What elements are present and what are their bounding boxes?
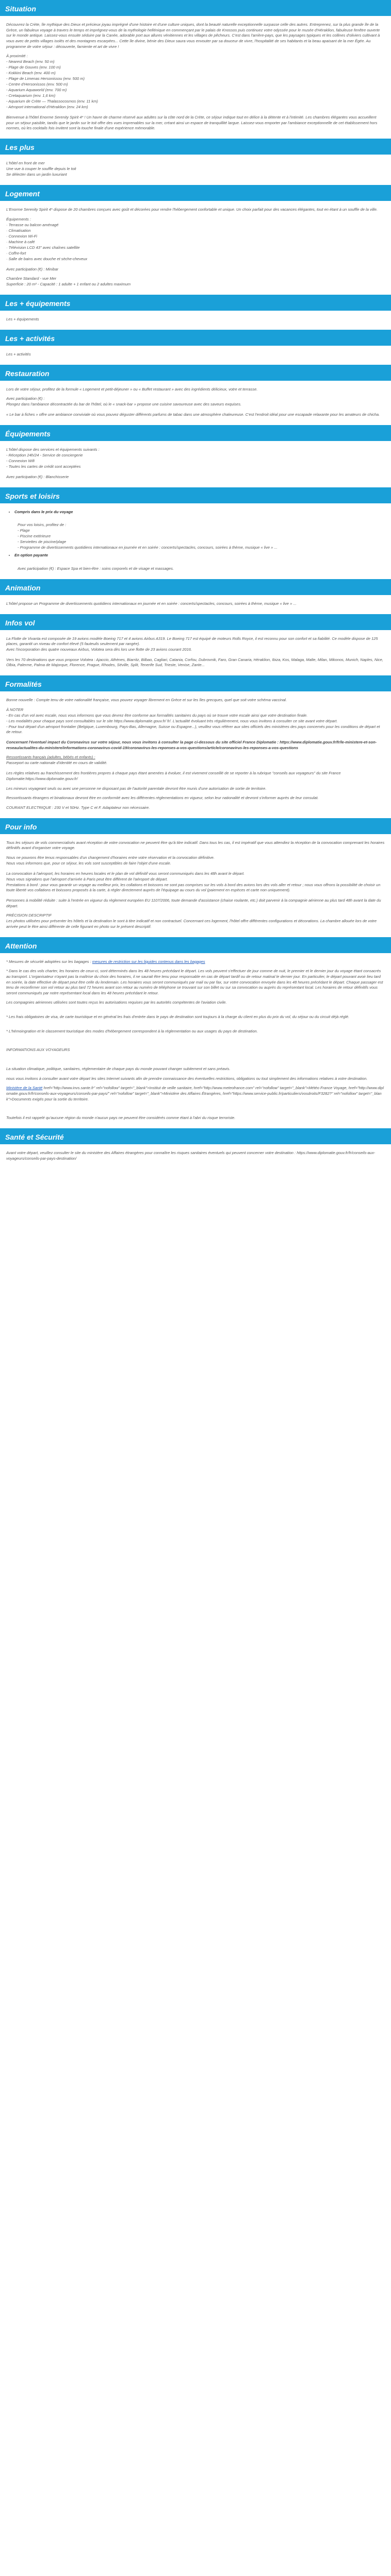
list-item: - Plage de Limenas Hersonissou (env. 500 m) bbox=[6, 76, 85, 81]
section-header-infos-vol bbox=[0, 614, 391, 630]
pour-info-p3: Nous vous informons que, pour ce séjour, les vols sont susceptibles de faire l'objet d'une escale. bbox=[6, 860, 171, 866]
info-header: INFORMATIONS AUX VOYAGEURS bbox=[6, 1047, 70, 1053]
list-item: - Aéroport international d'Héraklion (env. 24 km) bbox=[6, 105, 88, 110]
desc-header: PRÉCISION DESCRIPTIF bbox=[6, 913, 52, 918]
sports-optional-text: Avec participation (€) : Espace Spa et bien-être : soins corporels et de visage et massages. bbox=[18, 566, 174, 571]
animation-section bbox=[0, 601, 391, 607]
equipements-plus-text: Les + équipements bbox=[6, 317, 39, 322]
formalites-note: - Pour tout départ d'un aéroport frontalier (Belgique, Luxembourg, Pays-Bas, Allemagne, Suisse ou Espagne...), veuillez vous référer aux sites officiels des ministères des pays concernés pour les conditions de départ et de retour. bbox=[6, 724, 380, 735]
list-item: · Télévision LCD 43'' avec chaînes satellite bbox=[6, 245, 80, 250]
list-item: · Coffre-fort bbox=[6, 250, 26, 256]
sports-included-heading: Compris dans le prix du voyage bbox=[14, 509, 73, 514]
activites-plus-text: Les + activités bbox=[6, 352, 31, 357]
formalites-covid: Concernant l'éventuel impact du Coronavirus sur votre séjour, nous vous invitons à consulter la page ci-dessous du site officiel France Diplomatie : https://www.diplomatie.gouv.fr/fr/le-ministere-et-son-reseau/actualites-du-ministere/informations-coronavirus-covid-19/coronavirus-les-reponses-a-vos-questions/article/coronavirus-les-reponses-a-vos-questions bbox=[6, 740, 377, 750]
attention-outro: Toutefois il est rappelé qu'aucune région du monde n'aucun pays ne peuvent être considérés comme étant à l'abri du risque terroriste. bbox=[6, 1115, 236, 1121]
section-header-sports bbox=[0, 487, 391, 503]
infos-vol-p2: Vers les 70 destinations que vous propose Volotea : Ajaccio, Athènes, Biarritz, Bilbao, Cagliari, Catania, Corfou, Dubrovnik, Faro, Gran Canaria, Héraklion, Ibiza, Kos, Malaga, Malte, Milan, Mikonos, Munich, Naples, Nice, Olbia, Palerme, Palma de Majorque, Florence, Prague, Rhodes, Séville, Split, Tenerife Sud, Trieste, Venise, Zante... bbox=[6, 657, 383, 668]
pour-info-p6: Prestations à bord : pour vous garantir un voyage au meilleur prix, les collations et boissons ne sont pas comprises sur les vols à bord des avions lors des vols aller et retour ; nous vous offrons la possibilité de choisir un toute liberté vos collations et boissons proposés à la carte, à régler directement auprès de l'équipage au cours du vol (paiement en espèces et carte non uniquement). bbox=[6, 882, 381, 893]
section-header-plus bbox=[0, 139, 391, 155]
logement-intro: L'Enorme Serenity Spirit 4* dispose de 20 chambres conçues avec goût et décorées pour rendre l'hébergement confortable et unique. Un choix parfait pour des vacances élégantes, tout en étant à un souffle de la ville. bbox=[6, 207, 378, 212]
section-header-situation bbox=[0, 0, 391, 16]
list-item: - Programme de divertissements quotidiens internationaux en journée et en soirée : concerts/spectacles, concours, soirées à thème, musique « live » ... bbox=[18, 545, 278, 550]
proximity-list bbox=[6, 54, 385, 110]
infos-vol-p1: La Flotte de Vivanta est composée de 19 avions modèle Boeing 717 et 4 avions Airbus A319. Le Boeing 717 est équipé de moteurs Rolls Royce, il est reconnu pour son confort et sa fiabilité. Ce modèle dispose de 125 places, garantit un niveau de confort élevé (5 fauteuils seulement par rangée). bbox=[6, 636, 378, 647]
resident-fr-header: Ressortissants français (adultes, bébés et enfants) : bbox=[6, 755, 95, 760]
section-header-equipements-plus bbox=[0, 295, 391, 311]
section-title: Attention bbox=[5, 941, 37, 950]
sports-included-list bbox=[6, 517, 385, 551]
formalites-minors: Les mineurs voyageant seuls ou avec une personne ne disposant pas de l'autorité parentale devront être munis d'une autorisation de sortie de territoire. bbox=[6, 786, 267, 791]
section-title: Les + activités bbox=[5, 334, 55, 343]
proximity-header: À proximité : bbox=[6, 54, 28, 59]
section-title: Équipements bbox=[5, 429, 51, 438]
list-item: · Terrasse ou balcon aménagé bbox=[6, 222, 59, 227]
restauration-bar: « Le bar à fiches » offre une ambiance conviviale où vous pouvez déguster différents parfums de tabac dans une atmosphère chaleureuse. C'est l'endroit idéal pour une escapade relaxante pour les amateurs de chicha. bbox=[6, 412, 380, 417]
pour-info-p1: Tous les séjours de vols commercialisés avant réception de votre convocation ne peuvent être qu'à titre indicatif. Dans tous les cas, il est impératif que vous attendiez la réception de la convocation comprenant les horaires définitifs avant d'organiser votre voyage. bbox=[6, 840, 385, 851]
list-item: - Kokkini Beach (env. 400 m) bbox=[6, 71, 56, 76]
attention-p3: * L'hémoingration et le classement touristique des modes d'hébergement correspondent à la réglementation ou aux usages du pays de destination. bbox=[6, 1028, 258, 1033]
attention-p1b: Les compagnies aériennes utilisées sont toutes reçus les autorisations requises par les autorités compétentes de l'aviation civile. bbox=[6, 1000, 227, 1005]
list-item: - Aquarium de Crète — Thalassocosmos (env. 11 km) bbox=[6, 99, 98, 104]
list-item: - Nearest Beach (env. 50 m) bbox=[6, 59, 55, 64]
formalites-p1: Bonne nouvelle : Compte tenu de votre nationalité française, vous pouvez voyager librement en Grèce et sur les îles grecques, quel que soit votre schéma vaccinal. bbox=[6, 698, 287, 703]
logement-participation: Avec participation (€) : Minibar bbox=[6, 266, 59, 272]
situation-section bbox=[0, 22, 391, 131]
room-type: Chambre Standard - vue Mer bbox=[6, 276, 57, 281]
sante-text: Avant votre départ, veuillez consulter le site du ministère des Affaires étrangères pour connaître les risques sanitaires éventuels qui peuvent concerner votre destination : https://www.diplomatie.gouv.fr/fr/conseils-aux-voyageurs/conseils-par-pays-destination/ bbox=[6, 1150, 376, 1161]
list-item: - Cretaquarium (env. 1,6 km) bbox=[6, 93, 56, 98]
logement-equipment-list bbox=[6, 217, 385, 262]
formalites-visa: Les règles relatives au franchissement des frontières propres à chaque pays étant amenées à évoluer, il est vivement conseillé de se reporter à la rubrique "conseils aux voyageurs" du site France Diplomatie:https://www.diplomatie.gouv.fr/ bbox=[6, 771, 341, 781]
restauration-intro: Lors de votre séjour, profitez de la formule « Logement et petit-déjeuner » ou « Buffet restaurant » avec des ingrédients délicieux, votre et terrasse. bbox=[6, 386, 258, 392]
equipements-section bbox=[0, 447, 391, 480]
section-title: Restauration bbox=[5, 369, 50, 378]
list-item: - Plage bbox=[18, 528, 30, 533]
health-ministry-link[interactable]: Ministère de la Santé bbox=[6, 1086, 43, 1091]
restauration-section bbox=[0, 387, 391, 418]
desc-text: Les photos utilisées pour présenter les hôtels et la destination le sont à titre indicatif et non contractuel. Concernant ces logement, l'hôtel offre différentes configurations et décorations. La chambre allouée lors de votre arrivée peut le être ainsi différente de celle figurant en photo sur le présent descriptif. bbox=[6, 919, 377, 929]
list-item: Une vue à couper le souffle depuis le toit bbox=[6, 166, 76, 172]
section-title: Pour info bbox=[5, 822, 37, 831]
animation-text: L'hôtel propose un Programme de divertissements quotidiens internationaux en journée et en soirée : concerts/spectacles, concours, soirées à thème, musique « live » ... bbox=[6, 601, 297, 606]
section-header-restauration bbox=[0, 365, 391, 381]
formalites-section bbox=[0, 698, 391, 810]
pour-info-section bbox=[0, 840, 391, 930]
sports-optional-heading: En option payante bbox=[14, 553, 48, 558]
equip-header: Équipements : bbox=[6, 216, 31, 222]
list-item: · Salle de bains avec douche et sèche-cheveux bbox=[6, 256, 88, 261]
list-item: · Machine à café bbox=[6, 239, 35, 244]
restauration-participation-header: Avec participation (€) : bbox=[6, 396, 45, 401]
section-header-animation bbox=[0, 579, 391, 595]
sante-section bbox=[0, 1150, 391, 1161]
section-header-attention bbox=[0, 937, 391, 953]
list-item: - Piscine extérieure bbox=[18, 534, 51, 539]
section-header-equipements bbox=[0, 425, 391, 441]
situation-outro: Bienvenue à l'hôtel Enorme Serenity Spirit 4* ! Un havre de charme réservé aux adultes sur la côte nord de la Crète, ce séjour indique tout en délice à la détente et à l'intimité. Les chambres élégantes vous accueillent pour un séjour paisible, tandis que le jardin sur le toit offre des vues imprenables sur la mer, créant ainsi un espace de tranquillité largue. Laissez-vous emporter par l'ambiance exceptionnelle de cet établissement hors normes, où les cocktails fois invitent sont la touche finale d'une expérience mémorable. bbox=[6, 115, 378, 131]
list-item: - Connexion Wifi bbox=[6, 458, 35, 463]
room-detail: Superficie : 20 m² - Capacité : 1 adulte + 1 enfant ou 2 adultes maximum bbox=[6, 282, 131, 287]
section-title: Infos vol bbox=[5, 618, 35, 627]
logement-section bbox=[0, 207, 391, 287]
activites-plus-section bbox=[0, 352, 391, 358]
section-header-formalites bbox=[0, 675, 391, 691]
included-header: Pour vos loisirs, profitez de : bbox=[18, 522, 67, 528]
section-title: Les + équipements bbox=[5, 299, 71, 308]
section-title: Formalités bbox=[5, 680, 42, 689]
resident-fr: Passeport ou carte nationale d'identité en cours de validité. bbox=[6, 760, 108, 766]
attention-info1: La situation climatique, politique, sanitaires, réglementaire de chaque pays du monde pouvant changer subitement et sans préavis. bbox=[6, 1066, 231, 1072]
attention-info2: nous vous invitons à consulter avant votre départ les sites Internet suivants afin de prendre connaissance des éventuelles restrictions, obligations ou tout simplement des informations relatives à votre destination. bbox=[6, 1076, 368, 1081]
section-title: Sports et loisirs bbox=[5, 492, 60, 500]
section-header-pour-info bbox=[0, 818, 391, 834]
equipements-participation: Avec participation (€) : Blanchisserie bbox=[6, 474, 69, 479]
sports-section bbox=[0, 510, 391, 572]
list-item: L'hôtel en front de mer bbox=[6, 161, 45, 166]
attention-p2: * Les frais obligatoires de visa, de carte touristique et en général les frais d'entrée dans le pays de destination sont toujours à la charge du client en plus du prix du vol, du séjour ou du circuit déjà réglé. bbox=[6, 1014, 350, 1020]
section-title: Santé et Sécurité bbox=[5, 1132, 64, 1141]
section-title: Animation bbox=[5, 583, 41, 592]
page bbox=[0, 0, 391, 1184]
formalites-note: - Les modalités pour chaque pays sont consultables sur le site https://www.diplomatie.gouv.fr/ fr/. L'actualité évoluant très régulièrement, nous vous invitons à consulter ce site avant votre départ. bbox=[6, 718, 338, 723]
pour-info-p7: Personnes à mobilité réduite : suite à l'entrée en vigueur du règlement européen EU 1107/2006, toute demande d'assistance (chaise roulante, etc.) doit parvenir à la compagnie aérienne au plus tard 48h avant la date du départ. bbox=[6, 898, 381, 908]
list-item: · Climatisation bbox=[6, 228, 31, 233]
formalites-foreign: Ressortissants étrangers et binationaux devront être en conformité avec les différentes réglementations en vigueur, selon leur nationalité et devront s'informer auprès de leur consulat. bbox=[6, 795, 319, 801]
list-item: - Toutes les cartes de crédit sont acceptées bbox=[6, 464, 81, 469]
list-item: - Serviettes de piscine/plage bbox=[18, 539, 67, 545]
attention-section bbox=[0, 959, 391, 1121]
equipements-plus-section bbox=[0, 317, 391, 323]
pour-info-p4: La convocation à l'aéroport, les horaires en heures locales et le plan de vol définitif vous seront communiqués dans les 48h avant le départ. bbox=[6, 871, 245, 876]
equipements-intro: L'hôtel dispose des services et équipements suivants : bbox=[6, 447, 100, 452]
list-item: Se délecter dans un jardin luxuriant bbox=[6, 172, 67, 177]
list-item: - Centre d'Hersonissos (env. 500 m) bbox=[6, 82, 68, 87]
attention-intro: * Mesures de sécurité adoptées sur les bagages : mesures de restriction sur les liquides contenus dans les bagages bbox=[6, 959, 205, 964]
plus-section bbox=[0, 161, 391, 178]
situation-intro: Découvrez la Crète, île mythique des Dieux et précieux joyau imprégné d'une histoire et d'une culture uniques, dont la beauté naturelle exceptionnelle surpasse celle des autres. Entreprenez, sur la plus grande île de la Grèce, un fabuleux voyage à travers le temps et imprégnez-vous de la mythologie hellénique en commençant par le palais de Knossos puis continuez votre odyssée pour le musée d'Héraklion, fabuleuse fenêtre ouverte sur le monde antique. Laissez-vous ensuite séduire par la Canée, adorable port aux allures vénitiennes et les villages de pêcheurs. C'est dans l'arrière-pays, que les paysages typiques et les collines d'oliviers cultivant à vous avec de petits villages isolés et des montagnes escarpées... Cette île divine, bénie des Dieux saura vous envouter par sa douceur de vivre, l'hospitalité de ses habitants et la beau apaisant de la mer Égée. Au programme de votre séjour : découverte, farniente et art de vivre ! bbox=[6, 22, 380, 49]
formalites-electric: COURANT ELECTRIQUE : 230 V et 50Hz. Type C et F. Adaptateur non nécessaire. bbox=[6, 805, 150, 810]
list-item: - Réception 24h/24 - Service de conciergerie bbox=[6, 452, 83, 457]
formalites-note: - En cas d'un vol avec escale, nous vous informons que vous devrez être conforme aux formalités sanitaires du pays où se trouve votre escale ainsi que votre destination finale. bbox=[6, 713, 308, 718]
section-title: Les plus bbox=[5, 143, 35, 152]
list-item: · Connexion Wi-Fi bbox=[6, 233, 37, 239]
infos-vol-p1b: Avec l'incorporation des quatre nouveaux Airbus, Volotea sera dès lors une flotte de 23 avions courant 2016. bbox=[6, 647, 192, 652]
section-title: Situation bbox=[5, 5, 36, 13]
list-item: - Aquarium Aquaworld (env. 700 m) bbox=[6, 88, 67, 93]
restauration-participation-text: Plongez dans l'ambiance décontractée du bar de l'hôtel, où le « snack-bar » propose une cuisine savoureuse avec des saveurs exquises. bbox=[6, 402, 242, 407]
list-item: - Plage de Gouves (env. 100 m) bbox=[6, 65, 61, 70]
pour-info-p2: Nous ne pouvons être tenus responsables d'un changement d'horaires entre votre réservation et la convocation définitive. bbox=[6, 855, 215, 860]
pour-info-p5: Nous vous signalons que l'aéroport d'arrivée à Paris peut être différent de l'aéroport de départ. bbox=[6, 876, 168, 882]
attention-links: Ministère de la Santé href="http://www.invs.sante.fr" rel="nofollow" target="_blank">Institut de veille sanitaire, href="http://www.meteofrance.com" rel="nofollow" target="_blank">Météo France Voyage, href="http://www.diplomatie.gouv.fr/fr/conseils-aux-voyageurs/conseils-par-pays/" rel="nofollow" target="_blank">Ministère des Affaires Étrangères, href="https://www.service-public.fr/particuliers/vosdroits/F3282?" rel="nofollow" target="_blank">Documents exigés pour la sortie du territoire. bbox=[6, 1086, 384, 1101]
liquid-restrictions-link[interactable]: mesures de restriction sur les liquides contenus dans les bagages bbox=[92, 959, 205, 964]
section-header-logement bbox=[0, 185, 391, 201]
section-title: Logement bbox=[5, 190, 40, 198]
infos-vol-section bbox=[0, 636, 391, 669]
formalites-note-header: À NOTER bbox=[6, 707, 24, 712]
section-header-activites-plus bbox=[0, 330, 391, 346]
attention-p1: * Dans le cas des vols charter, les horaires de ceux-ci, sont déterminés dans les 48 heures précédant le départ. Les vols peuvent s'effectuer de jour comme de nuit, le premier et le dernier jour du voyage étant consacrés au transport. L'organisateur n'ayant pas la maîtrise du choix des horaires, il ne saurait être tenu pour responsable en cas de départ tardif ou de retour matinal le dernier jour. En particulier, le départ pouvant avoir lieu tard en soirée, la date effective de départ peut être celle du lendemain. Les horaires vous seront communiqués par mail ou par fax, sur votre convocation envoyée dans les 48 heures précédant le départ. Chaque passager est tenu de reconfirmer son vol retour au plus tard 72 heures avant son retour au numéro de téléphone se trouvant sur son billet ou sur sa convocation ou auprès du représentant local. Les horaires de retour définitifs vous seront communiqués par notre représentant local dans les 48 heures précédant le retour. bbox=[6, 969, 383, 995]
section-header-sante bbox=[0, 1128, 391, 1144]
